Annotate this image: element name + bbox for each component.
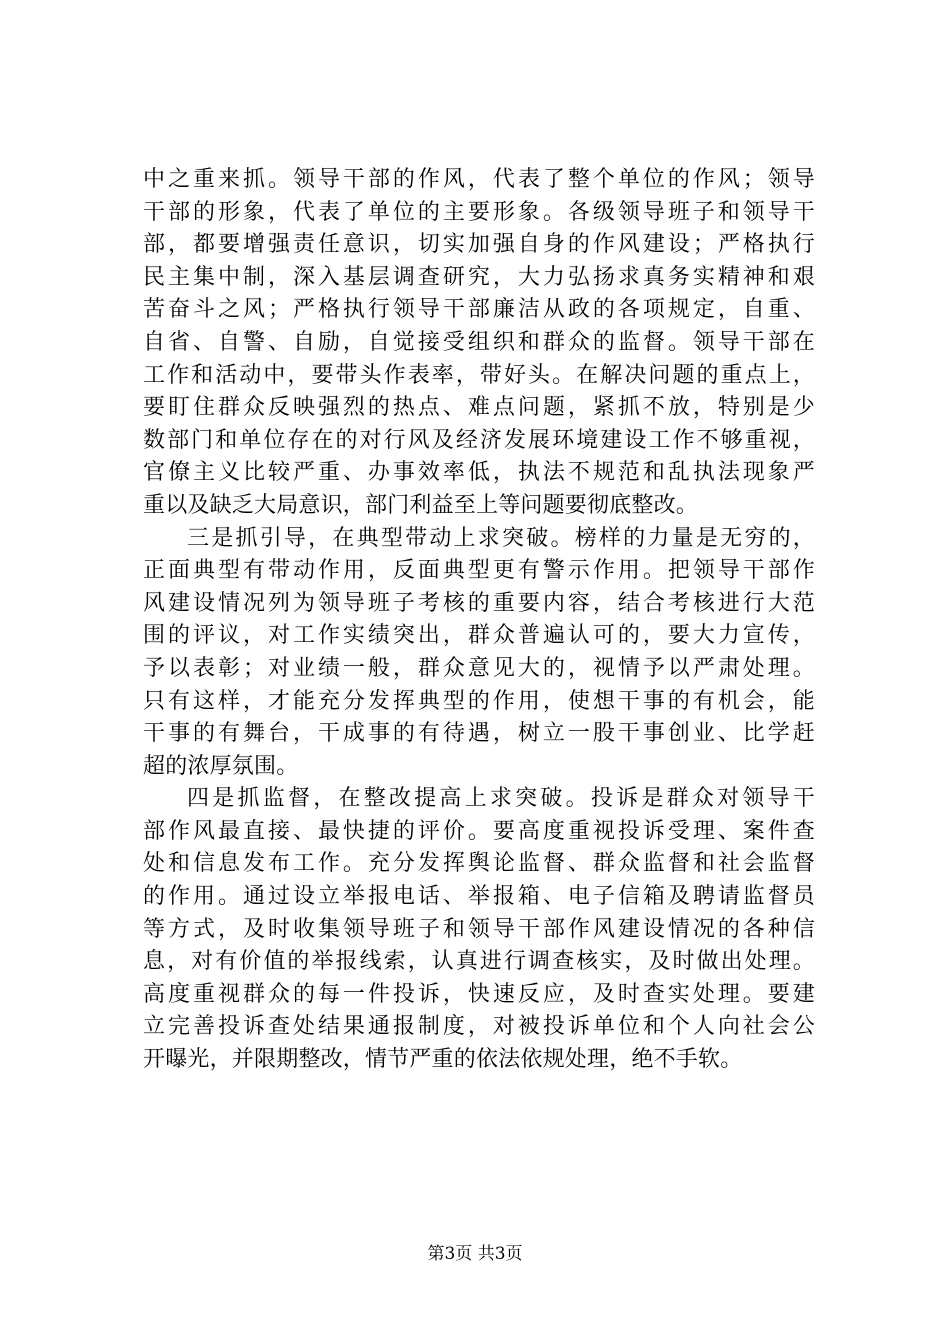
text-line: 高度重视群众的每一件投诉，快速反应，及时查实处理。要建 (143, 981, 815, 1007)
text-line: 部，都要增强责任意识，切实加强自身的作风建设；严格执行 (143, 232, 815, 258)
text-line: 四是抓监督，在整改提高上求突破。投诉是群众对领导干 (187, 786, 815, 812)
text-line: 开曝光，并限期整改，情节严重的依法依规处理，绝不手软。 (143, 1047, 743, 1073)
text-line: 的作用。通过设立举报电话、举报箱、电子信箱及聘请监督员 (143, 884, 815, 910)
text-line: 息，对有价值的举报线索，认真进行调查核实，及时做出处理。 (143, 949, 815, 975)
text-line: 苦奋斗之风；严格执行领导干部廉洁从政的各项规定，自重、 (143, 297, 815, 323)
text-line: 民主集中制，深入基层调查研究，大力弘扬求真务实精神和艰 (143, 264, 815, 290)
text-line: 正面典型有带动作用，反面典型更有警示作用。把领导干部作 (143, 558, 815, 584)
text-line: 围的评议，对工作实绩突出，群众普遍认可的，要大力宣传， (143, 623, 815, 649)
text-line: 立完善投诉查处结果通报制度，对被投诉单位和个人向社会公 (143, 1014, 815, 1040)
paragraph-2 (143, 523, 815, 784)
text-line: 工作和活动中，要带头作表率，带好头。在解决问题的重点上， (143, 362, 815, 388)
text-line: 自省、自警、自励，自觉接受组织和群众的监督。领导干部在 (143, 329, 815, 355)
text-line: 要盯住群众反映强烈的热点、难点问题，紧抓不放，特别是少 (143, 395, 815, 421)
text-line: 干事的有舞台，干成事的有待遇，树立一股干事创业、比学赶 (143, 721, 815, 747)
page-number-label: 第3页 共3页 (427, 1244, 523, 1264)
paragraph-3 (143, 783, 815, 1076)
text-line: 干部的形象，代表了单位的主要形象。各级领导班子和领导干 (143, 199, 815, 225)
text-line: 中之重来抓。领导干部的作风，代表了整个单位的作风；领导 (143, 167, 815, 192)
body-text (143, 164, 815, 1077)
text-line: 超的浓厚氛围。 (143, 753, 299, 779)
text-line: 予以表彰；对业绩一般，群众意见大的，视情予以严肃处理。 (143, 655, 815, 681)
text-line: 等方式，及时收集领导班子和领导干部作风建设情况的各种信 (143, 916, 815, 942)
text-line: 数部门和单位存在的对行风及经济发展环境建设工作不够重视， (143, 427, 815, 453)
text-line: 部作风最直接、最快捷的评价。要高度重视投诉受理、案件查 (143, 818, 815, 844)
text-line: 重以及缺乏大局意识，部门利益至上等问题要彻底整改。 (143, 492, 699, 518)
page-footer (0, 1242, 950, 1266)
paragraph-1 (143, 164, 815, 523)
text-line: 风建设情况列为领导班子考核的重要内容，结合考核进行大范 (143, 590, 815, 616)
text-line: 处和信息发布工作。充分发挥舆论监督、群众监督和社会监督 (143, 851, 815, 877)
text-line: 只有这样，才能充分发挥典型的作用，使想干事的有机会，能 (143, 688, 815, 714)
text-line: 三是抓引导，在典型带动上求突破。榜样的力量是无穷的， (187, 525, 815, 551)
text-line: 官僚主义比较严重、办事效率低，执法不规范和乱执法现象严 (143, 460, 815, 486)
